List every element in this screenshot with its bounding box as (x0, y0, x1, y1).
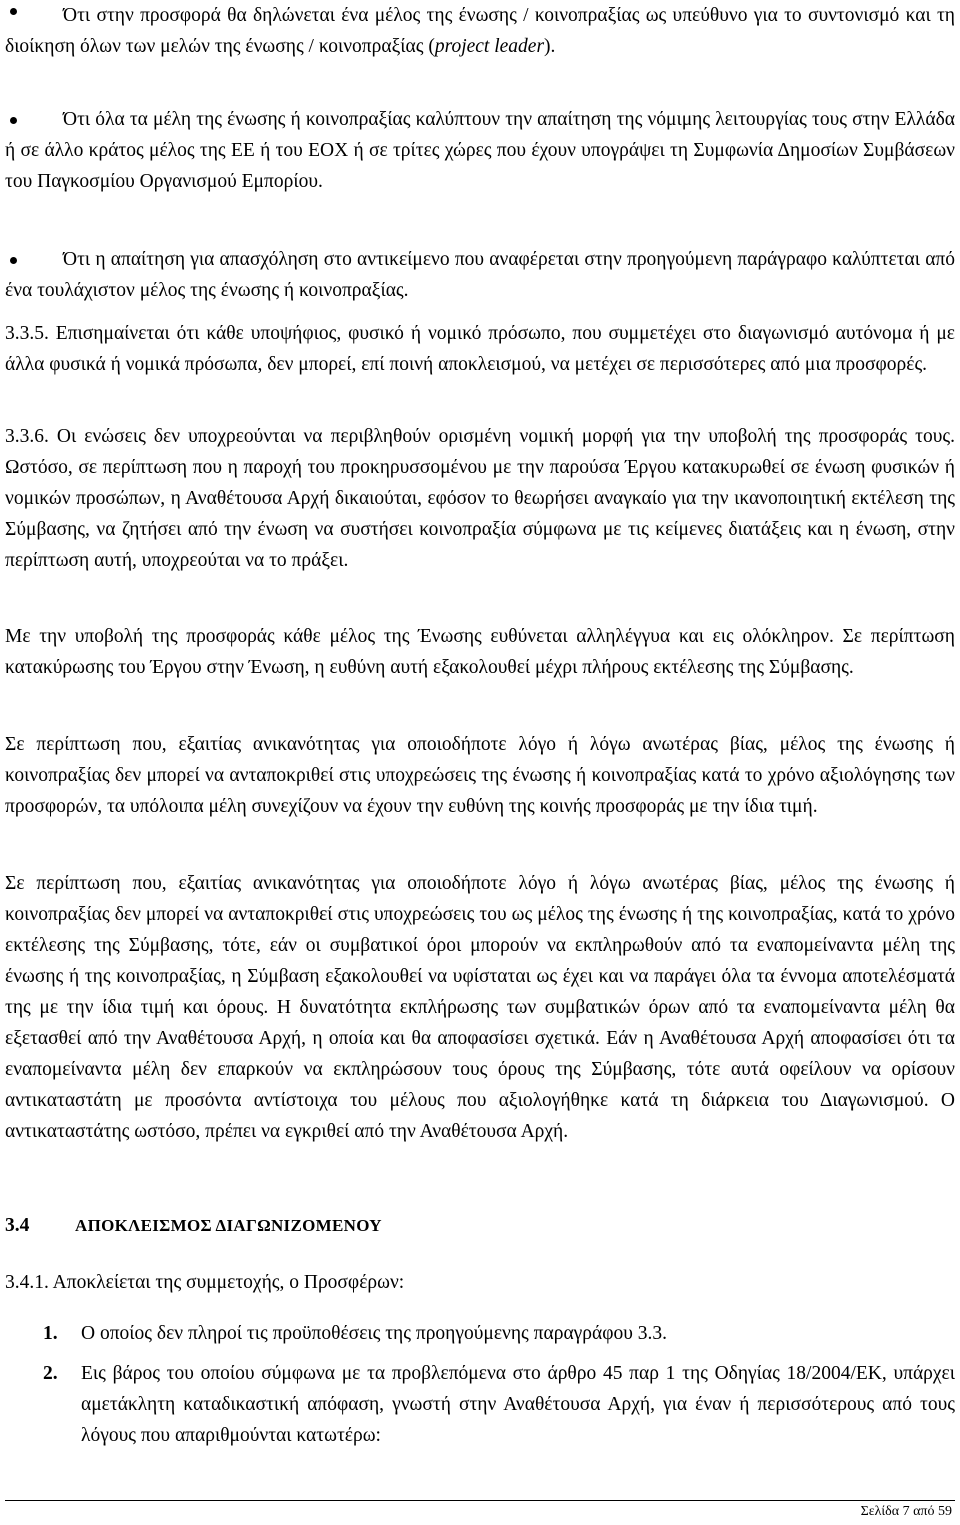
bullet-item (5, 0, 955, 62)
paragraph-3-4-1: 3.4.1. Αποκλείεται της συμμετοχής, ο Προσφέρων: (5, 1272, 405, 1293)
footer-divider (5, 1500, 955, 1501)
section-number: 3.4 (5, 1215, 30, 1236)
section-heading (5, 1209, 955, 1243)
bullet-dot-icon (10, 257, 17, 264)
section-title: ΑΠΟΚΛΕΙΣΜΟΣ ΔΙΑΓΩΝΙΖΟΜΕΝΟΥ (75, 1216, 382, 1235)
list-item (5, 1318, 955, 1349)
bullet-text-tail: ). (544, 36, 556, 57)
bullet-text (5, 0, 955, 62)
list-item-text: Εις βάρος του οποίου σύμφωνα με τα προβλεπόμενα στο άρθρο 45 παρ 1 της Οδηγίας 18/2004/ΕΚ, υπάρχει αμετάκλητη καταδικαστική απόφαση, γνωστή στην Αναθέτουσα Αρχή, για έναν ή περισσότερους από τους λόγους που απαριθμούνται κατωτέρω: (81, 1363, 955, 1446)
bullet-text-main: Ότι στην προσφορά θα δηλώνεται ένα μέλος της ένωσης / κοινοπραξίας ως υπεύθυνο για το συντονισμό και τη διοίκηση όλων των μελών της ένωσης / κοινοπραξίας ( (5, 5, 955, 57)
bullet-text-italic: project leader (434, 36, 545, 57)
bullet-text: Ότι η απαίτηση για απασχόληση στο αντικείμενο που αναφέρεται στην προηγούμενη παράγραφο καλύπτεται από ένα τουλάχιστον μέλος της ένωσης ή κοινοπραξίας. (5, 249, 955, 301)
bullet-dot-icon (10, 8, 17, 15)
list-item-number: 1. (43, 1323, 58, 1344)
bullet-text: Ότι όλα τα μέλη της ένωσης ή κοινοπραξίας καλύπτουν την απαίτηση της νόμιμης λειτουργίας τους στην Ελλάδα ή σε άλλο κράτος μέλος της ΕΕ ή του ΕΟΧ ή σε τρίτες χώρες που έχουν υπογράψει τη Συμφωνία Δημοσίων Συμβάσεων του Παγκοσμίου Οργανισμού Εμπορίου. (5, 109, 955, 192)
bullet-item (5, 244, 955, 306)
page-number: Σελίδα 7 από 59 (860, 1504, 952, 1519)
paragraph-3-3-6: 3.3.6. Οι ενώσεις δεν υποχρεούνται να περιβληθούν ορισμένη νομική μορφή για την υποβολή της προσφοράς τους. Ωστόσο, σε περίπτωση που η παροχή του προκηρυσσομένου με την παρούσα Έργου κατακυρωθεί σε ένωση φυσικών ή νομικών προσώπων, η Αναθέτουσα Αρχή δικαιούται, εφόσον το θεωρήσει αναγκαίο για την ικανοποιητική εκτέλεση της Σύμβασης, να ζητήσει από την ένωση να συστήσει κοινοπραξία σύμφωνα με τις κείμενες διατάξεις και η ένωση, στην περίπτωση αυτή, υποχρεούται να το πράξει. (5, 426, 955, 571)
paragraph-execution-incapacity: Σε περίπτωση που, εξαιτίας ανικανότητας για οποιοδήποτε λόγο ή λόγω ανωτέρας βίας, μέλος της ένωσης ή κοινοπραξίας δεν μπορεί να ανταποκριθεί στις υποχρεώσεις του ως μέλος της ένωσης ή της κοινοπραξίας, κατά το χρόνο εκτέλεσης της Σύμβασης, τότε, εάν οι συμβατικοί όροι μπορούν να εκπληρωθούν από τα εναπομείναντα μέλη της ένωσης ή της κοινοπραξίας, η Σύμβαση εξακολουθεί να υφίσταται ως έχει και να παράγει όλα τα έννομα αποτελέσματά της με την ίδια τιμή και όρους. Η δυνατότητα εκπλήρωσης των συμβατικών όρων από τα εναπομείναντα μέλη θα εξετασθεί από την Αναθέτουσα Αρχή, η οποία και θα αποφασίσει σχετικά. Εάν η Αναθέτουσα Αρχή αποφασίσει ότι τα εναπομείναντα μέλη δεν επαρκούν να εκπληρώσουν τους όρους της Σύμβασης, τότε αυτά οφείλουν να ορίσουν αντικαταστάτη με προσόντα αντίστοιχα του μέλους που αξιολογήθηκε κατά τη διάρκεια του Διαγωνισμού. Ο αντικαταστάτης ωστόσο, πρέπει να εγκριθεί από την Αναθέτουσα Αρχή. (5, 873, 955, 1142)
paragraph-evaluation-incapacity: Σε περίπτωση που, εξαιτίας ανικανότητας για οποιοδήποτε λόγο ή λόγω ανωτέρας βίας, μέλος της ένωσης ή κοινοπραξίας δεν μπορεί να ανταποκριθεί στις υποχρεώσεις της ένωσης ή κοινοπραξίας κατά το χρόνο αξιολόγησης των προσφορών, τα υπόλοιπα μέλη συνεχίζουν να έχουν την ευθύνη της κοινής προσφοράς με την ίδια τιμή. (5, 734, 955, 817)
list-item (5, 1358, 955, 1451)
bullet-dot-icon (10, 117, 17, 124)
paragraph-3-3-5: 3.3.5. Επισημαίνεται ότι κάθε υποψήφιος, φυσικό ή νομικό πρόσωπο, που συμμετέχει στο διαγωνισμό αυτόνομα ή με άλλα φυσικά ή νομικά πρόσωπα, δεν μπορεί, επί ποινή αποκλεισμού, να μετέχει σε περισσότερες από μια προσφορές. (5, 323, 955, 375)
bullet-item (5, 104, 955, 197)
list-item-number: 2. (43, 1363, 58, 1384)
list-item-text: Ο οποίος δεν πληροί τις προϋποθέσεις της προηγούμενης παραγράφου 3.3. (81, 1323, 668, 1344)
paragraph-solidary-liability: Με την υποβολή της προσφοράς κάθε μέλος της Ένωσης ευθύνεται αλληλέγγυα και εις ολόκληρον. Σε περίπτωση κατακύρωσης του Έργου στην Ένωση, η ευθύνη αυτή εξακολουθεί μέχρι πλήρους εκτέλεσης της Σύμβασης. (5, 626, 955, 678)
